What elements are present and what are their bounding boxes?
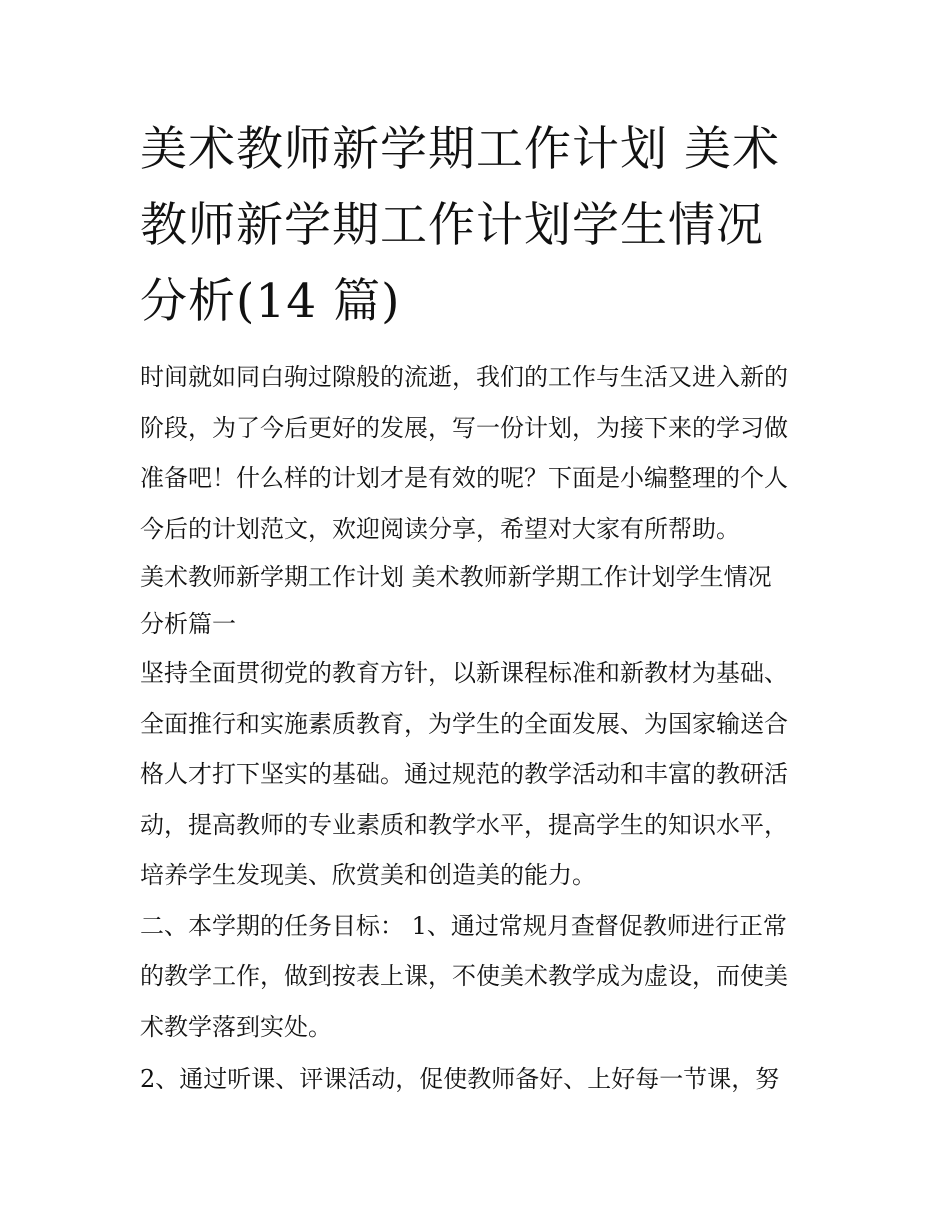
text-line: 全面推行和实施素质教育，为学生的全面发展、为国家输送合 [140, 709, 788, 738]
text-line: 动，提高教师的专业素质和教学水平，提高学生的知识水平， [140, 810, 788, 839]
body-paragraph [140, 648, 820, 901]
text-line: 美术教师新学期工作计划 美术教师新学期工作计划学生情况 [140, 563, 772, 591]
title-line: 教师新学期工作计划学生情况 [140, 198, 764, 253]
document-title [140, 112, 820, 340]
section-heading [140, 554, 820, 648]
goal-item-paragraph [140, 901, 820, 1053]
goal-item-paragraph [140, 1054, 820, 1105]
document-page [140, 112, 820, 1105]
text-line: 坚持全面贯彻党的教育方针，以新课程标准和新教材为基础、 [140, 659, 788, 687]
text-line: 准备吧！什么样的计划才是有效的呢？下面是小编整理的个人 [140, 464, 788, 492]
title-line: 美术教师新学期工作计划 美术 [140, 122, 780, 177]
text-line: 格人才打下坚实的基础。通过规范的教学活动和丰富的教研活 [140, 760, 788, 788]
text-line: 阶段，为了今后更好的发展，写一份计划，为接下来的学习做 [140, 413, 788, 442]
text-line: 术教学落到实处。 [140, 1012, 332, 1041]
text-line: 培养学生发现美、欣赏美和创造美的能力。 [140, 861, 596, 889]
title-line: 分析(14 篇) [140, 274, 401, 329]
text-line: 的教学工作，做到按表上课，不使美术教学成为虚设，而使美 [140, 962, 788, 990]
text-line: 分析篇一 [140, 610, 236, 638]
text-line: 时间就如同白驹过隙般的流逝，我们的工作与生活又进入新的 [140, 363, 788, 391]
text-line: 今后的计划范文，欢迎阅读分享，希望对大家有所帮助。 [140, 514, 740, 543]
intro-paragraph [140, 352, 820, 554]
text-line: 2、通过听课、评课活动，促使教师备好、上好每一节课，努 [140, 1065, 780, 1093]
text-line: 二、本学期的任务目标： 1、通过常规月查督促教师进行正常 [140, 911, 787, 940]
